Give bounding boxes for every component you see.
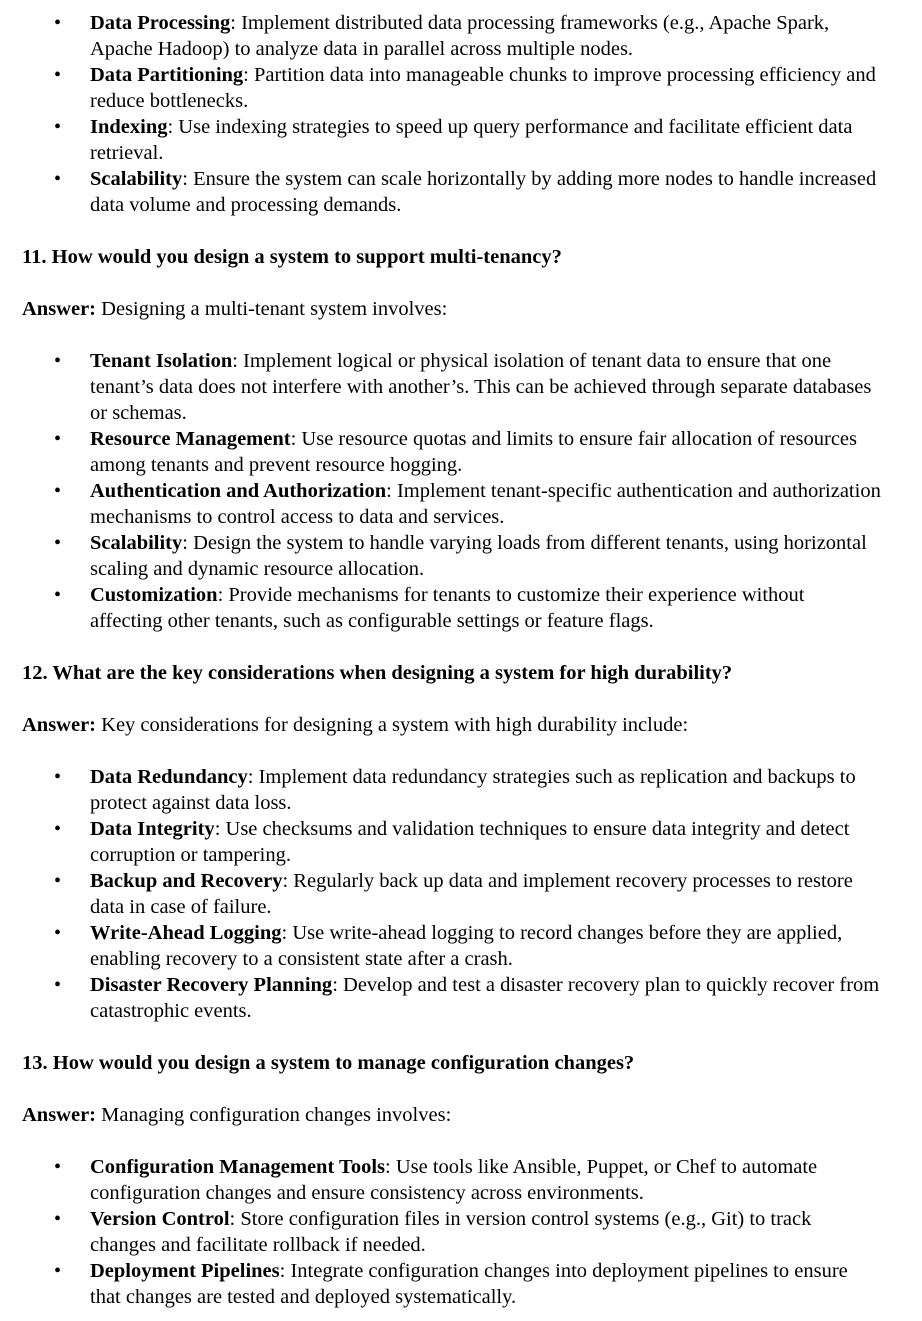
list-item xyxy=(0,972,922,1024)
answer-paragraph xyxy=(22,296,922,322)
bullet-term: Tenant Isolation xyxy=(90,350,233,372)
bullet-text: : Regularly back up data and implement recovery processes to restore data in case of failure. xyxy=(90,870,853,918)
bullet-term: Scalability xyxy=(90,532,183,554)
bullet-text: : Develop and test a disaster recovery plan to quickly recover from catastrophic events. xyxy=(90,974,880,1022)
bullet-text: : Implement distributed data processing frameworks (e.g., Apache Spark, Apache Hadoop) to analyze data in parallel across multiple nodes. xyxy=(90,12,830,60)
list-item xyxy=(0,348,922,426)
bullet-text: : Provide mechanisms for tenants to customize their experience without affecting other tenants, such as configurable settings or feature flags. xyxy=(90,584,805,632)
bullet-list xyxy=(0,764,922,1024)
answer-text: Managing configuration changes involves: xyxy=(96,1104,452,1126)
bullet-text: : Ensure the system can scale horizontally by adding more nodes to handle increased data volume and processing demands. xyxy=(90,168,877,216)
bullet-term: Data Integrity xyxy=(90,818,215,840)
bullet-term: Customization xyxy=(90,584,218,606)
bullet-text: : Implement data redundancy strategies such as replication and backups to protect against data loss. xyxy=(90,766,856,814)
bullet-term: Disaster Recovery Planning xyxy=(90,974,333,996)
list-item xyxy=(0,530,922,582)
bullet-text: : Implement logical or physical isolation of tenant data to ensure that one tenant’s data does not interfere with another’s. This can be achieved through separate databases or schemas. xyxy=(90,350,872,424)
bullet-text: : Use indexing strategies to speed up query performance and facilitate efficient data retrieval. xyxy=(90,116,853,164)
list-item xyxy=(0,582,922,634)
list-item xyxy=(0,868,922,920)
answer-paragraph xyxy=(22,712,922,738)
bullet-term: Configuration Management Tools xyxy=(90,1156,385,1178)
list-item xyxy=(0,166,922,218)
answer-paragraph xyxy=(22,1102,922,1128)
bullet-text: : Store configuration files in version control systems (e.g., Git) to track changes and facilitate rollback if needed. xyxy=(90,1208,812,1256)
list-item xyxy=(0,920,922,972)
bullet-term: Data Redundancy xyxy=(90,766,248,788)
answer-text: Designing a multi-tenant system involves: xyxy=(96,298,448,320)
bullet-text: : Implement tenant-specific authentication and authorization mechanisms to control access to data and services. xyxy=(90,480,881,528)
bullet-term: Scalability xyxy=(90,168,183,190)
answer-text: Key considerations for designing a system with high durability include: xyxy=(96,714,689,736)
list-item xyxy=(0,1206,922,1258)
bullet-text: : Integrate configuration changes into deployment pipelines to ensure that changes are tested and deployed systematically. xyxy=(90,1260,848,1308)
bullet-term: Write-Ahead Logging xyxy=(90,922,282,944)
list-item xyxy=(0,816,922,868)
bullet-text: : Use tools like Ansible, Puppet, or Chef to automate configuration changes and ensure consistency across environments. xyxy=(90,1156,818,1204)
list-item xyxy=(0,10,922,62)
list-item xyxy=(0,1154,922,1206)
question-heading: 11. How would you design a system to support multi-tenancy? xyxy=(22,246,562,268)
list-item xyxy=(0,1258,922,1310)
list-item xyxy=(0,764,922,816)
list-item xyxy=(0,426,922,478)
bullet-term: Authentication and Authorization xyxy=(90,480,387,502)
bullet-text: : Use write-ahead logging to record changes before they are applied, enabling recovery to a consistent state after a crash. xyxy=(90,922,843,970)
bullet-term: Resource Management xyxy=(90,428,291,450)
list-item xyxy=(0,478,922,530)
bullet-term: Backup and Recovery xyxy=(90,870,283,892)
answer-label: Answer: xyxy=(22,1104,97,1126)
bullet-term: Indexing xyxy=(90,116,168,138)
answer-label: Answer: xyxy=(22,714,97,736)
bullet-list xyxy=(0,348,922,634)
bullet-text: : Partition data into manageable chunks to improve processing efficiency and reduce bottlenecks. xyxy=(90,64,876,112)
intro-bullet-list xyxy=(0,10,922,218)
document-page xyxy=(0,10,922,1310)
question-heading: 12. What are the key considerations when designing a system for high durability? xyxy=(22,662,733,684)
bullet-text: : Design the system to handle varying loads from different tenants, using horizontal scaling and dynamic resource allocation. xyxy=(90,532,867,580)
bullet-list xyxy=(0,1154,922,1310)
bullet-term: Version Control xyxy=(90,1208,230,1230)
bullet-term: Deployment Pipelines xyxy=(90,1260,280,1282)
answer-label: Answer: xyxy=(22,298,97,320)
bullet-term: Data Partitioning xyxy=(90,64,244,86)
bullet-text: : Use checksums and validation techniques to ensure data integrity and detect corruption or tampering. xyxy=(90,818,850,866)
question-heading: 13. How would you design a system to manage configuration changes? xyxy=(22,1052,635,1074)
list-item xyxy=(0,114,922,166)
bullet-text: : Use resource quotas and limits to ensure fair allocation of resources among tenants and prevent resource hogging. xyxy=(90,428,858,476)
list-item xyxy=(0,62,922,114)
bullet-term: Data Processing xyxy=(90,12,231,34)
